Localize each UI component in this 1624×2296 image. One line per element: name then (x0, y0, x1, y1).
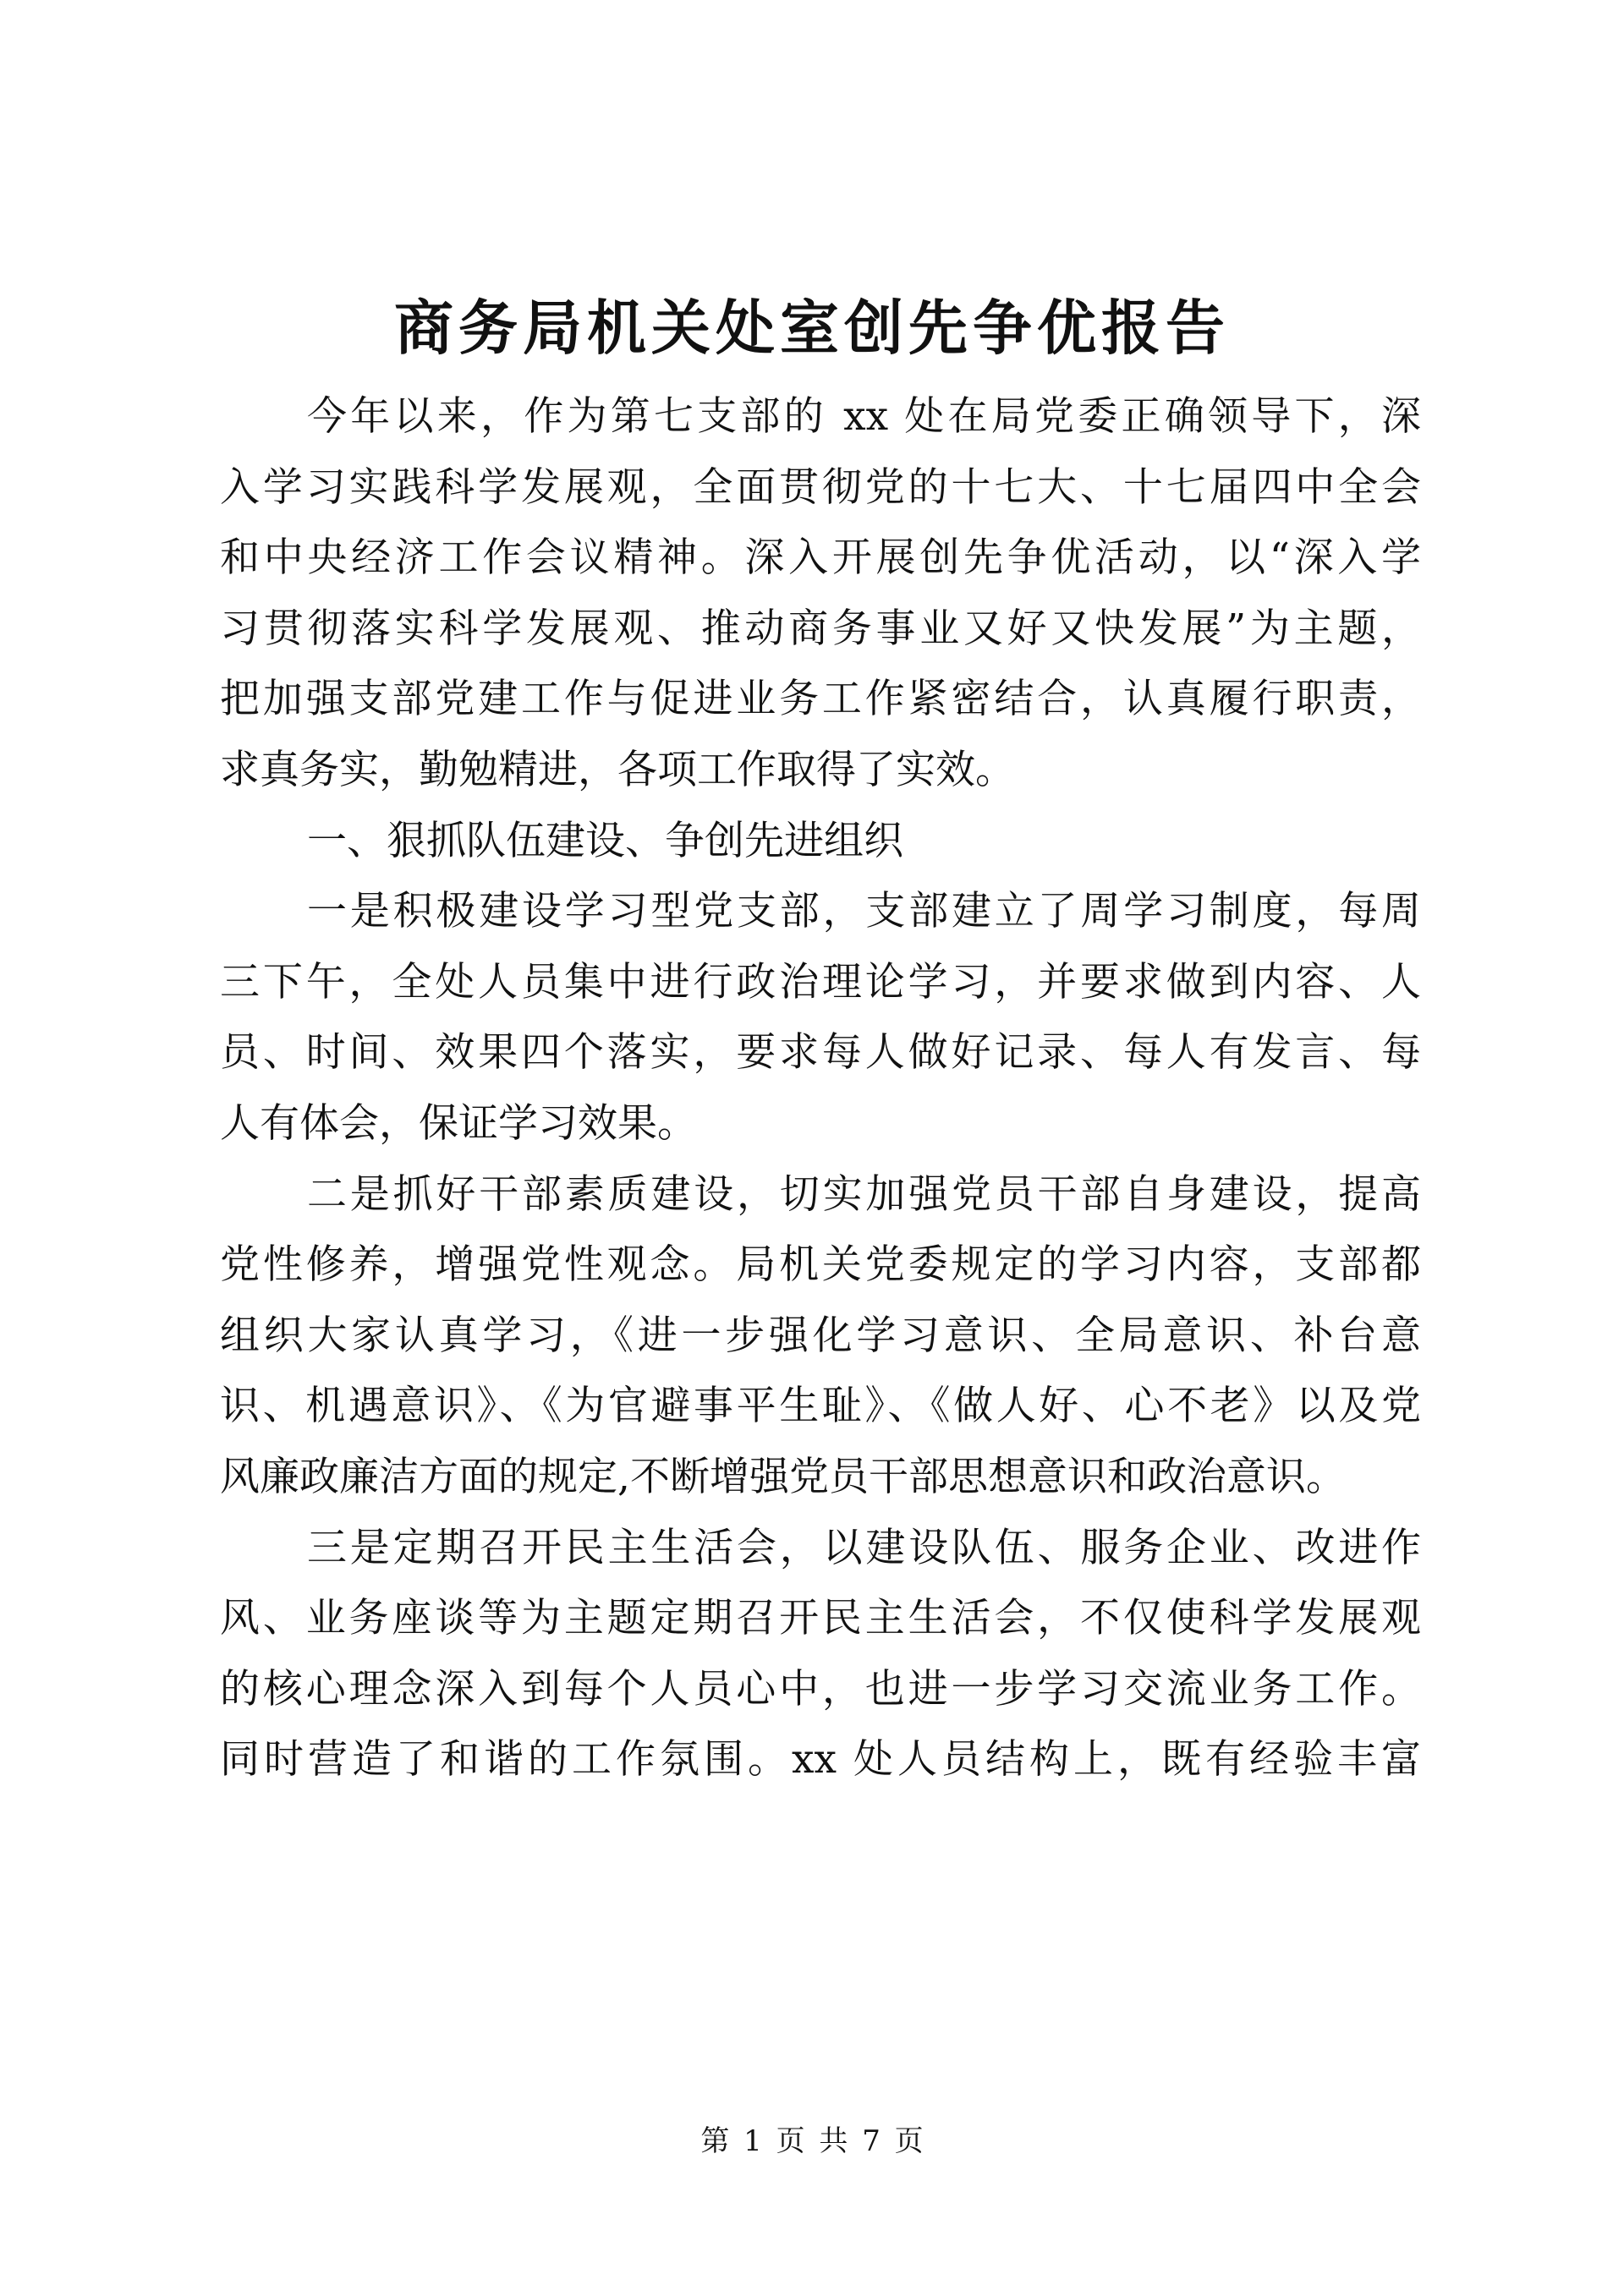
text-line: 和中央经济工作会议精神。深入开展创先争优活动，以“深入学 (220, 534, 1421, 582)
section-heading-text: 一、狠抓队伍建设、争创先进组织 (307, 817, 903, 864)
text-line: 三下午，全处人员集中进行政治理论学习，并要求做到内容、人 (220, 958, 1421, 1006)
page-footer (0, 2121, 1624, 2162)
text-line: 风廉政廉洁方面的规定,不断增强党员干部思想意识和政治意识。 (220, 1453, 1346, 1500)
text-line: 求真务实，勤勉精进，各项工作取得了实效。 (220, 746, 1015, 793)
text-line: 员、时间、效果四个落实，要求每人做好记录、每人有发言、每 (220, 1029, 1421, 1077)
text-line: 党性修养，增强党性观念。局机关党委规定的学习内容，支部都 (220, 1241, 1421, 1289)
text-line: 的核心理念深入到每个人员心中，也进一步学习交流业务工作。 (220, 1665, 1421, 1712)
paragraph-intro (220, 381, 1421, 806)
text-line: 入学习实践科学发展观，全面贯彻党的十七大、十七届四中全会 (220, 463, 1421, 511)
text-line: 风、业务座谈等为主题定期召开民主生活会，不仅使科学发展观 (220, 1595, 1421, 1642)
text-line: 二是抓好干部素质建设，切实加强党员干部自身建设，提高 (307, 1170, 1421, 1218)
paragraph-item-3 (220, 1513, 1421, 1795)
text-line: 三是定期召开民主生活会，以建设队伍、服务企业、改进作 (307, 1524, 1421, 1571)
text-line: 今年以来，作为第七支部的 xx 处在局党委正确领导下，深 (307, 393, 1421, 440)
page-number-label: 第 1 页 共 7 页 (700, 2124, 924, 2158)
text-line: 把加强支部党建工作与促进业务工作紧密结合，认真履行职责， (220, 676, 1421, 723)
text-line: 习贯彻落实科学发展观、推动商务事业又好又快发展”为主题， (220, 605, 1421, 652)
section-heading (220, 806, 1421, 877)
document-title: 商务局机关处室创先争优报告 (394, 293, 1230, 363)
text-line: 识、机遇意识》、《为官避事平生耻》、《做人好、心不老》以及党 (220, 1383, 1421, 1430)
paragraph-item-1 (220, 876, 1421, 1159)
text-line: 组织大家认真学习，《进一步强化学习意识、全局意识、补台意 (220, 1312, 1421, 1359)
text-line: 人有体会，保证学习效果。 (220, 1099, 697, 1147)
paragraph-item-2 (220, 1159, 1421, 1513)
text-line: 一是积极建设学习型党支部，支部建立了周学习制度，每周 (307, 888, 1421, 935)
text-line: 同时营造了和谐的工作氛围。xx 处人员结构上，既有经验丰富 (220, 1736, 1421, 1784)
document-body (220, 381, 1421, 1795)
